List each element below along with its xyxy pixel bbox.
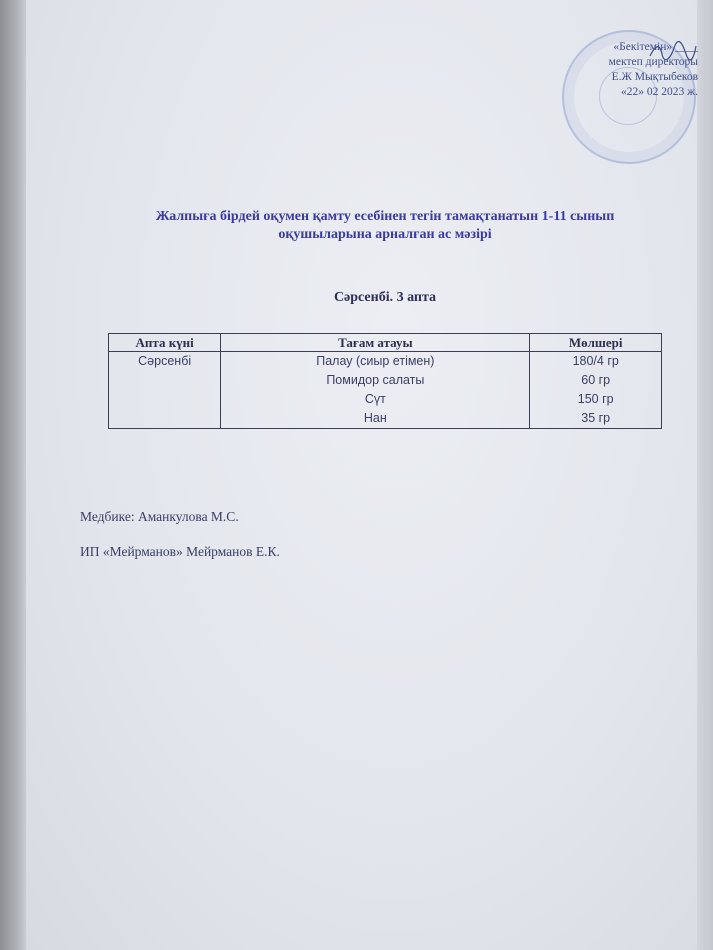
title-line-1: Жалпыға бірдей оқумен қамту есебінен тегін тамақтанатын 1-11 сынып	[155, 209, 615, 224]
approval-line-name: Е.Ж Мықтыбеков	[611, 71, 698, 83]
amount-item: 150 гр	[577, 392, 614, 406]
cell-dishes	[221, 352, 530, 429]
title-line-2: оқушыларына арналған ас мәзірі	[278, 227, 492, 242]
approval-block	[548, 40, 698, 100]
page-shadow-left	[0, 0, 26, 950]
cell-amounts	[530, 352, 662, 429]
document-title	[80, 208, 690, 244]
supplier-line: ИП «Мейрманов» Мейрманов Е.К.	[80, 544, 280, 559]
menu-subtitle: Сәрсенбі. 3 апта	[333, 290, 437, 305]
menu-table	[108, 333, 662, 429]
amount-item: 60 гр	[581, 373, 611, 387]
amount-item: 180/4 гр	[572, 354, 619, 368]
dish-item: Помидор салаты	[326, 373, 425, 387]
dish-item: Палау (сиыр етімен)	[316, 354, 435, 368]
cell-day: Сәрсенбі	[109, 352, 221, 429]
approval-line-date: «22» 02 2023 ж.	[621, 86, 698, 98]
table-header-row	[109, 334, 662, 352]
page-shadow-right	[697, 0, 713, 950]
approval-line-position: мектеп директоры	[608, 56, 698, 68]
table-row	[109, 352, 662, 429]
amount-item: 35 гр	[581, 411, 611, 425]
header-amount: Мөлшері	[530, 334, 662, 352]
dish-item: Сүт	[364, 392, 386, 406]
header-day: Апта күні	[109, 334, 221, 352]
dish-item: Нан	[363, 411, 387, 425]
approval-line-approve: «Бекітемін» ____	[613, 41, 698, 53]
nurse-signature-line: Медбике: Аманкулова М.С.	[80, 509, 239, 524]
header-dish: Тағам атауы	[221, 334, 530, 352]
